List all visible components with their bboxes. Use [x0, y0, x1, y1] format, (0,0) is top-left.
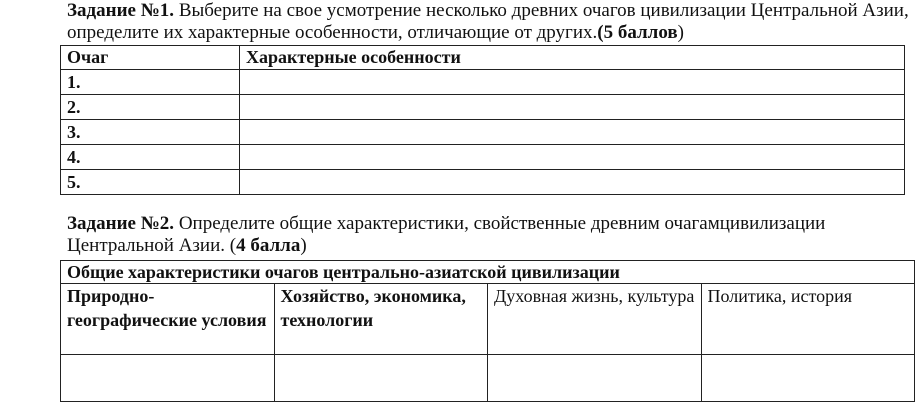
task-2-body: Определите общие характеристики, свойственные древним очагамцивилизации Центральной Азии. (	[67, 213, 826, 256]
answer-cell-economy[interactable]	[274, 355, 488, 402]
task-1-closing: )	[677, 22, 684, 43]
task-1-points: (5 баллов	[597, 22, 678, 43]
table-title-row	[61, 261, 915, 284]
task-2-text	[67, 213, 897, 257]
answer-cell-geography[interactable]	[61, 355, 275, 402]
table-row	[61, 120, 905, 145]
header-geography: Природно-географические условия	[61, 284, 275, 355]
features-cell[interactable]	[240, 95, 905, 120]
row-number: 1.	[61, 70, 240, 95]
task-1-body: Выберите на свое усмотрение несколько древних очагов цивилизации Центральной Азии, определите их характерные особенности, отличающие от других.	[67, 0, 909, 43]
answer-cell-politics[interactable]	[701, 355, 915, 402]
table-row	[61, 95, 905, 120]
features-cell[interactable]	[240, 145, 905, 170]
task-2-closing: )	[300, 235, 307, 256]
task-2-label: Задание №2.	[67, 213, 175, 234]
table-header-row	[61, 46, 905, 70]
header-features: Характерные особенности	[240, 46, 905, 70]
answer-cell-culture[interactable]	[488, 355, 702, 402]
row-number: 3.	[61, 120, 240, 145]
task-1-table	[60, 45, 905, 195]
features-cell[interactable]	[240, 120, 905, 145]
table-row	[61, 70, 905, 95]
task-1-text	[67, 0, 912, 44]
table-title: Общие характеристики очагов центрально-азиатской цивилизации	[61, 261, 915, 284]
table-row	[61, 170, 905, 195]
task-1-label: Задание №1.	[67, 0, 175, 21]
row-number: 5.	[61, 170, 240, 195]
row-number: 4.	[61, 145, 240, 170]
header-culture: Духовная жизнь, культура	[488, 284, 702, 355]
header-economy: Хозяйство, экономика, технологии	[274, 284, 488, 355]
header-ochag: Очаг	[61, 46, 240, 70]
features-cell[interactable]	[240, 70, 905, 95]
task-2-table	[60, 260, 915, 402]
header-politics: Политика, история	[701, 284, 915, 355]
row-number: 2.	[61, 95, 240, 120]
table-header-row	[61, 284, 915, 355]
task-2-points: 4 балла	[236, 235, 301, 256]
table-row	[61, 145, 905, 170]
features-cell[interactable]	[240, 170, 905, 195]
table-row	[61, 355, 915, 402]
